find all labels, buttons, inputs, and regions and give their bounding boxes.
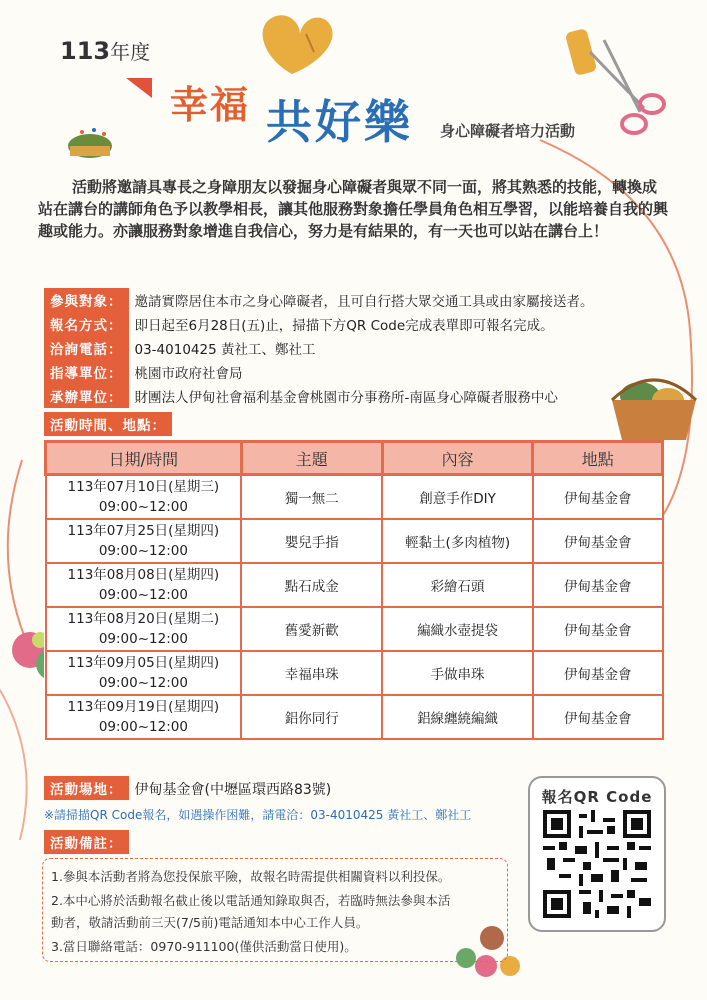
- remarks-box: [42, 858, 508, 962]
- subtitle: 身心障礙者培力活動: [440, 122, 576, 140]
- year-label: 113年度: [60, 37, 151, 65]
- remark-item: 2.本中心將於活動報名截止後以電話通知錄取與否，若臨時無法參與本活: [51, 893, 451, 908]
- remarks-label: 活動備註：: [44, 830, 135, 854]
- info-row-registration: 報名方式： 即日起至6月28日(五)止，掃描下方QR Code完成表單即可報名完成。: [44, 312, 554, 336]
- table-header-row: [46, 442, 663, 475]
- table-row: [46, 651, 663, 695]
- date-cell: 113年07月25日(星期四) 09:00~12:00: [46, 519, 242, 563]
- content-cell: 創意手作DIY: [382, 475, 533, 520]
- content-cell: 鋁線纏繞編織: [382, 695, 533, 739]
- spool-scissors-icon: [565, 28, 664, 133]
- theme-cell: 獨一無二: [241, 475, 382, 520]
- schedule-label: 活動時間、地點：: [44, 412, 178, 436]
- table-row: [46, 475, 663, 520]
- title-part1: 幸福: [170, 83, 251, 127]
- date-cell: 113年09月05日(星期四) 09:00~12:00: [46, 651, 242, 695]
- contact-note: ※請掃描QR Code報名，如遇操作困難，請電洽：03-4010425 黃社工、鄭社工: [44, 808, 472, 822]
- table-row: [46, 607, 663, 651]
- title-part2: 共好樂: [266, 95, 413, 149]
- content-cell: 彩繪石頭: [382, 563, 533, 607]
- yarn-basket-icon: [612, 380, 696, 440]
- content-cell: 手做串珠: [382, 651, 533, 695]
- table-row: [46, 695, 663, 739]
- content-cell: 編織水壺提袋: [382, 607, 533, 651]
- place-cell: 伊甸基金會: [533, 563, 663, 607]
- place-cell: 伊甸基金會: [533, 695, 663, 739]
- qr-title[interactable]: 報名QR Code: [541, 788, 653, 806]
- info-row-supervisor: 指導單位： 桃園市政府社會局: [44, 360, 243, 384]
- triangle-icon: [126, 78, 152, 98]
- header-content: 內容: [382, 442, 533, 475]
- theme-cell: 點石成金: [241, 563, 382, 607]
- theme-cell: 鋁你同行: [241, 695, 382, 739]
- heart-icon: [263, 15, 333, 74]
- qr-code-icon[interactable]: [543, 810, 651, 918]
- table-row: [46, 519, 663, 563]
- remark-item: 動者，敬請活動前三天(7/5前)電話通知本中心工作人員。: [51, 915, 369, 930]
- remark-item: 3.當日聯絡電話：0970-911100(僅供活動當日使用)。: [51, 939, 357, 954]
- theme-cell: 幸福串珠: [241, 651, 382, 695]
- table-row: [46, 563, 663, 607]
- venue-row: 活動場地： 伊甸基金會(中壢區環西路83號): [44, 776, 331, 800]
- theme-cell: 嬰兒手指: [241, 519, 382, 563]
- date-cell: 113年08月08日(星期四) 09:00~12:00: [46, 563, 242, 607]
- date-cell: 113年09月19日(星期四) 09:00~12:00: [46, 695, 242, 739]
- place-cell: 伊甸基金會: [533, 519, 663, 563]
- header-theme: 主題: [241, 442, 382, 475]
- qr-code-card: [528, 776, 666, 932]
- date-cell: 113年07月10日(星期三) 09:00~12:00: [46, 475, 242, 520]
- header-place: 地點: [533, 442, 663, 475]
- info-row-participants: 參與對象： 邀請實際居住本市之身心障礙者，且可自行搭大眾交通工具或由家屬接送者。: [44, 288, 594, 312]
- remark-item: 1.參與本活動者將為您投保旅平險，故報名時需提供相關資料以利投保。: [51, 869, 451, 884]
- pincushion-icon: [68, 128, 112, 158]
- place-cell: 伊甸基金會: [533, 607, 663, 651]
- info-row-organizer: 承辦單位： 財團法人伊甸社會福利基金會桃園市分事務所-南區身心障礙者服務中心: [44, 384, 558, 408]
- header-date: 日期/時間: [46, 442, 242, 475]
- place-cell: 伊甸基金會: [533, 651, 663, 695]
- intro-paragraph: 活動將邀請具專長之身障朋友以發掘身心障礙者與眾不同一面，將其熟悉的技能，轉換成站在講台的講師角色予以教學相長，讓其他服務對象擔任學員角色相互學習，以能培養自我的興趣或能力。亦讓服務對象增進自我信心，努力是有結果的，有一天也可以站在講台上！: [38, 178, 669, 240]
- theme-cell: 舊愛新歡: [241, 607, 382, 651]
- info-row-phone: 洽詢電話： 03-4010425 黃社工、鄭社工: [44, 336, 315, 360]
- schedule-table: [44, 440, 664, 740]
- place-cell: 伊甸基金會: [533, 475, 663, 520]
- content-cell: 輕黏土(多肉植物): [382, 519, 533, 563]
- date-cell: 113年08月20日(星期二) 09:00~12:00: [46, 607, 242, 651]
